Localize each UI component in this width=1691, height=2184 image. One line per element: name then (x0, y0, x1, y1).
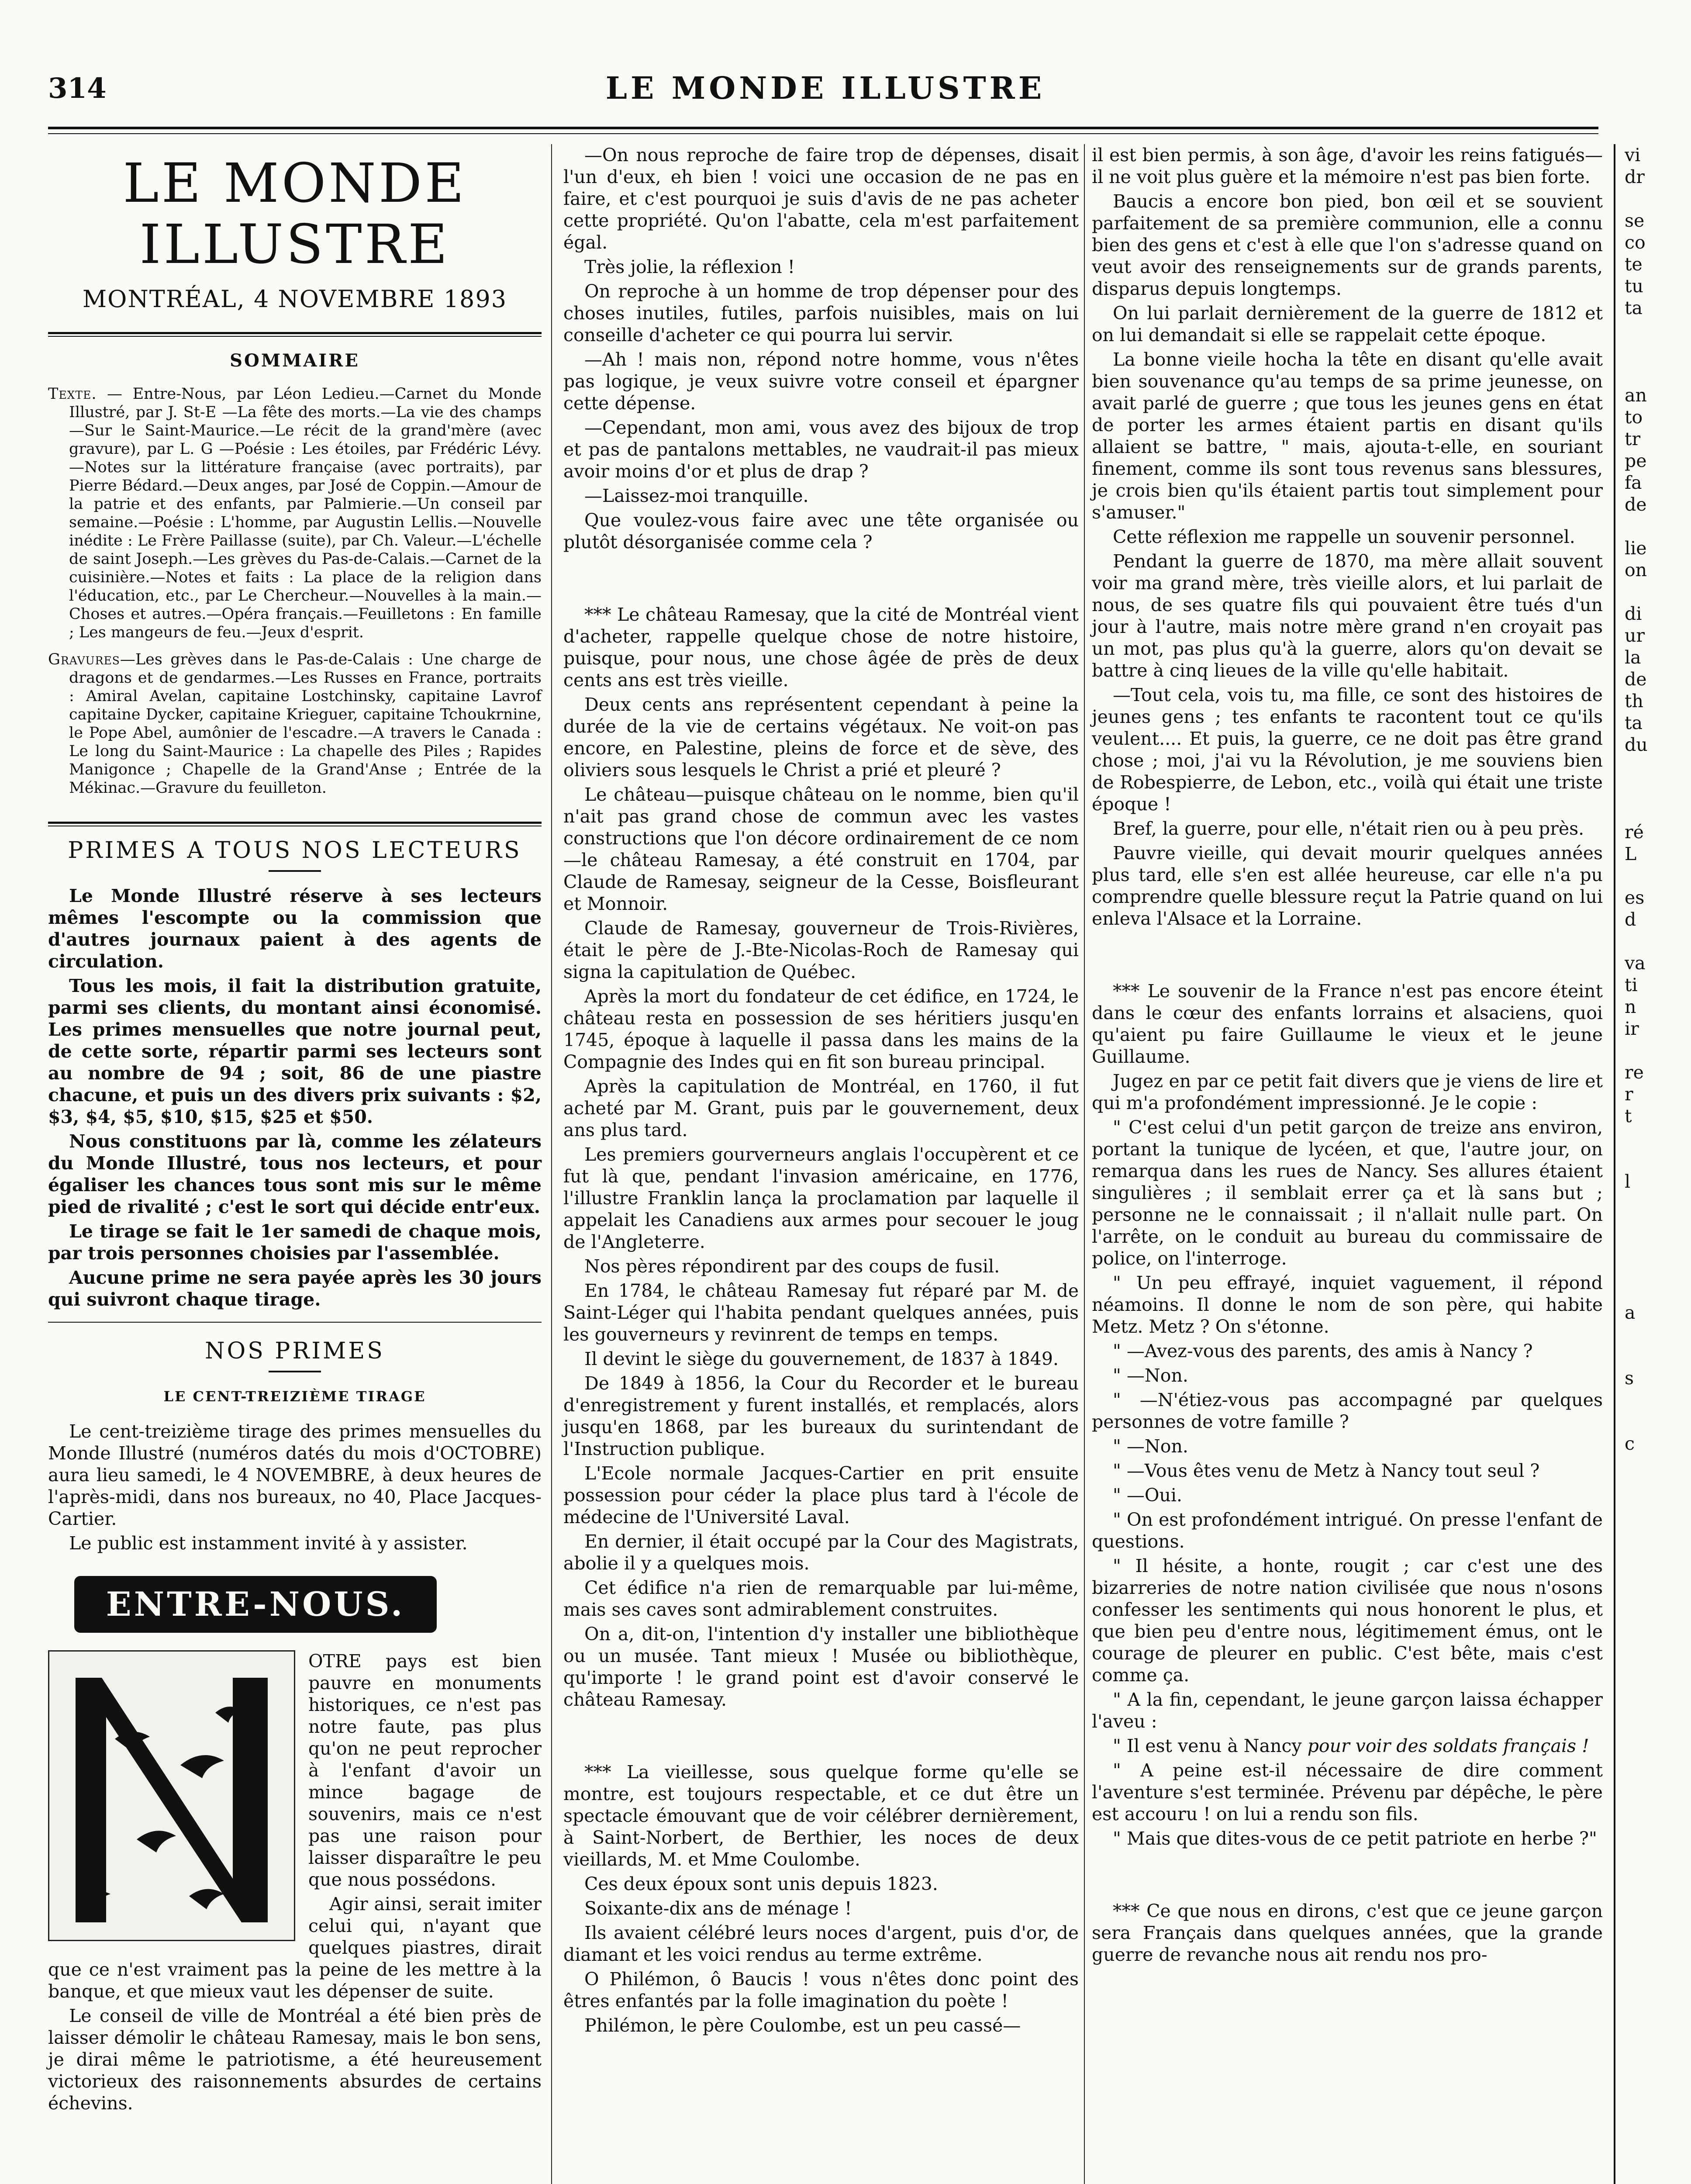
sommaire-title: SOMMAIRE (230, 350, 360, 371)
cropped-line-fragment: di (1625, 603, 1642, 624)
cropped-line-fragment: th (1625, 691, 1643, 712)
paragraph: " On est profondément intrigué. On presse l'enfant de questions. (1092, 1509, 1603, 1552)
paragraph: " Un peu effrayé, inquiet vaguement, il répond néamoins. Il donne le nom de son père, qui habite Metz. Metz ? On s'étonne. (1092, 1272, 1603, 1337)
column-rule (1084, 144, 1085, 2184)
header-rule (48, 127, 1598, 129)
cropped-line-fragment: re (1625, 1062, 1644, 1083)
texte-label: Texte. (48, 385, 97, 403)
paragraph: " A la fin, cependant, le jeune garçon laissa échapper l'aveu : (1092, 1689, 1603, 1732)
paragraph-conclusion: *** Ce que nous en dirons, c'est que ce jeune garçon sera Français dans quelques années, que la grande guerre de revanche nous ait rendu nos pro- (1092, 1901, 1603, 1965)
italic-run: pour voir des soldats français ! (1307, 1735, 1589, 1756)
entre-nous-banner: ENTRE-NOUS. (74, 1576, 437, 1633)
paragraph: Ces deux époux sont unis depuis 1823. (584, 1873, 938, 1894)
gravures-label: Gravures (48, 651, 120, 668)
paragraph: " —N'étiez-vous pas accompagné par quelques personnes de votre famille ? (1092, 1389, 1603, 1432)
cropped-line-fragment: lie (1625, 538, 1647, 559)
cropped-line-fragment: r (1625, 1084, 1633, 1105)
cropped-line-fragment: du (1625, 734, 1648, 755)
paragraph (1092, 1735, 1603, 1757)
column-rule (551, 144, 552, 2184)
cropped-line-fragment (1625, 581, 1691, 603)
paragraph: " —Vous êtes venu de Metz à Nancy tout seul ? (1113, 1460, 1540, 1481)
entre-nous-paragraph: OTRE pays est bien pauvre en monuments historiques, ce n'est pas notre faute, pas plus qu'on ne peut reprocher à l'enfant d'avoir un mince bagage de souvenirs, mais ce n'est pas une raison pour laisser disparaître le peu que nous possédons. (308, 1651, 542, 1890)
paragraph: il est bien permis, à son âge, d'avoir les reins fatigués—il ne voit plus guère et la mémoire n'est pas bien forte. (1092, 145, 1603, 187)
cropped-line-fragment: c (1625, 1433, 1635, 1454)
cropped-line-fragment (1625, 799, 1691, 821)
cropped-line-fragment: ré (1625, 822, 1644, 843)
dropcap-n-illustration (48, 1650, 295, 1941)
cropped-line-fragment: to (1625, 407, 1643, 428)
paragraph: —Ah ! mais non, répond notre homme, vous n'êtes pas logique, je veux suivre votre conseil et épargner cette dépense. (563, 349, 1079, 414)
paragraph: " Il hésite, a honte, rougit ; car c'est une des bizarreries de notre nation civilisée que nous n'osons confesser les sentiments qui nous honorent le plus, et que bien peu d'entre nous, légitimement émus, ont le courage de pleurer en public. C'est bête, mais c'est comme ça. (1092, 1555, 1603, 1686)
cropped-line-fragment (1625, 1345, 1691, 1367)
paragraph: On a, dit-on, l'intention d'y installer une bibliothèque ou un musée. Tant mieux ! Musée ou bibliothèque, qu'importe ! le grand point est d'avoir conservé le château Ramesay. (563, 1624, 1079, 1710)
primes-title: PRIMES A TOUS NOS LECTEURS (68, 837, 522, 864)
cropped-line-fragment (1625, 1127, 1691, 1149)
cropped-line-fragment (1625, 1324, 1691, 1345)
paragraph: On reproche à un homme de trop dépenser pour des choses inutiles, futiles, parfois nuisibles, mais on lui conseille d'acheter ce qui pourra lui servir. (563, 281, 1079, 346)
cropped-line-fragment: n (1625, 996, 1636, 1017)
divider (48, 1322, 542, 1323)
short-rule (269, 870, 321, 872)
cropped-line-fragment: on (1625, 560, 1647, 581)
cropped-line-fragment: an (1625, 385, 1647, 406)
paragraph: —Tout cela, vois tu, ma fille, ce sont des histoires de jeunes gens ; tes enfants te racontent tout ce qu'ils veulent.... Et puis, la guerre, ce ne doit pas être grand chose ; moi, j'ai vu la Révolution, je me souviens bien de Robespierre, de Lebon, etc., voilà qui était une triste époque ! (1092, 684, 1603, 815)
column-1 (48, 144, 542, 2117)
paragraph: O Philémon, ô Baucis ! vous n'êtes donc point des êtres enfantés par la folle imagination du poète ! (563, 1969, 1079, 2011)
paragraph: " —Oui. (1113, 1485, 1183, 1506)
paragraph: " —Non. (1113, 1365, 1188, 1386)
cropped-line-fragment (1625, 363, 1691, 384)
paragraph: " A peine est-il nécessaire de dire comment l'aventure s'est terminée. Prévenu par dépêche, le père est accouru ! on lui a rendu son fils. (1092, 1760, 1603, 1825)
cropped-line-fragment (1625, 515, 1691, 537)
header-rule-thin (48, 133, 1598, 134)
paragraph: De 1849 à 1856, la Cour du Recorder et le bureau d'enregistrement y furent installés, et remplacés, alors jusqu'en 1868, par les bureaux du surintendant de l'Instruction publique. (563, 1373, 1079, 1459)
cropped-line-fragment (1625, 778, 1691, 799)
cropped-line-fragment (1625, 341, 1691, 363)
paragraph: Pendant la guerre de 1870, ma mère allait souvent voir ma grand mère, très vieille alors, et lui parlait de nous, de ses quatre fils qui pouvaient être tués d'un jour à l'autre, mais notre mère grand n'en croyait pas un mot, pas plus qu'à la guerre, alors qu'on devait se battre à cinq lieues de la ville qu'elle habitait. (1092, 551, 1603, 681)
cropped-line-fragment: t (1625, 1106, 1632, 1127)
cropped-line-fragment (1625, 1040, 1691, 1061)
paragraph: La bonne vieile hocha la tête en disant qu'elle avait bien souvenance qu'au temps de sa prime jeunesse, on avait parlé de guerre ; que tous les jeunes gens en état de porter les armes étaient partis en disant qu'ils allaient se battre, " mais, ajouta-t-elle, en souriant finement, comme ils sont tous revenus sans blessures, je crois bien qu'ils étaient partis tout simplement pour s'amuser." (1092, 349, 1603, 523)
paragraph: Le château—puisque château on le nomme, bien qu'il n'ait pas grand chose de commun avec les vastes constructions que l'on décore ordinairement de ce nom—le château Ramesay, a été construit en 1704, par Claude de Ramesay, seigneur de la Cesse, Boisfleurant et Monnoir. (563, 784, 1079, 914)
cropped-line-fragment: dr (1625, 166, 1645, 187)
cropped-line-fragment: tr (1625, 429, 1641, 449)
cropped-line-fragment (1625, 1258, 1691, 1280)
cropped-line-fragment (1625, 1192, 1691, 1214)
divider (48, 332, 542, 334)
cropped-line-fragment: se (1625, 210, 1645, 231)
cropped-line-fragment: de (1625, 669, 1647, 690)
paragraph: Les premiers gourverneurs anglais l'occupèrent et ce fut là que, pendant l'invasion américaine, en 1776, l'illustre Franklin lança la proclamation par laquelle il appelait les Canadiens aux armes pour secouer le joug de l'Angleterre. (563, 1144, 1079, 1252)
cropped-line-fragment (1625, 1389, 1691, 1411)
paragraph: Après la capitulation de Montréal, en 1760, il fut acheté par M. Grant, puis par le gouvernement, deux ans plus tard. (563, 1076, 1079, 1140)
page-number: 314 (48, 72, 107, 105)
paragraph: Après la mort du fondateur de cet édifice, en 1724, le château resta en possession de ses héritiers jusqu'en 1745, époque à laquelle il passa dans les mains de la Compagnie des Indes qui en fit son bureau principal. (563, 986, 1079, 1072)
column-4-cropped (1625, 144, 1691, 1455)
journal-title-header: LE MONDE ILLUSTRE (605, 70, 1046, 106)
cropped-line-fragment (1625, 756, 1691, 778)
paragraph-souvenir-start: *** Le souvenir de la France n'est pas encore éteint dans le cœur des enfants lorrains et alsaciens, quoi qu'aient pu faire Guillaume le vieux et le jeune Guillaume. (1092, 981, 1603, 1067)
paragraph: Cette réflexion me rappelle un souvenir personnel. (1113, 526, 1575, 547)
cropped-line-fragment: ir (1625, 1018, 1639, 1039)
paragraph-ramesay-start: *** Le château Ramesay, que la cité de Montréal vient d'acheter, rappelle quelque chose de notre histoire, puisque, pour nous, une chose âgée de près de deux cents ans est très vieille. (563, 604, 1079, 691)
short-rule (269, 1371, 321, 1372)
paragraph: En 1784, le château Ramesay fut réparé par M. de Saint-Léger qui l'habita pendant quelques années, puis les gouverneurs y revinrent de temps en temps. (563, 1280, 1079, 1345)
paragraph: Claude de Ramesay, gouverneur de Trois-Rivières, était le père de J.-Bte-Nicolas-Roch de Ramesay qui signa la capitulation de Québec. (563, 918, 1079, 982)
paragraph: " —Non. (1113, 1436, 1188, 1457)
paragraph-vieillesse-start: *** La vieillesse, sous quelque forme qu'elle se montre, est toujours respectable, et ce dut être un spectacle émouvant que de voir célébrer dernièrement, à Saint-Norbert, de Berthier, les noces de deux vieillards, M. et Mme Coulombe. (563, 1762, 1079, 1870)
paragraph: Très jolie, la réflexion ! (584, 256, 795, 277)
texte-body: — Entre-Nous, par Léon Ledieu.—Carnet du Monde Illustré, par J. St-E —La fête des morts.—La vie des champs —Sur le Saint-Maurice.—Le récit de la grand'mère (avec gravure), par L. G —Poésie : Les étoiles, par Frédéric Lévy.—Notes sur la littérature française (avec portraits), par Pierre Bédard.—Deux anges, par José de Coppin.—Amour de la patrie et des enfants, par Palmierie.—Un conseil par semaine.—Poésie : L'homme, par Augustin Lellis.—Nouvelle inédite : Le Frère Paillasse (suite), par Ch. Valeur.—L'échelle de saint Joseph.—Les grèves du Pas-de-Calais.—Carnet de la cuisinière.—Notes et faits : La place de la religion dans l'éducation, etc., par Le Chercheur.—Nouvelles à la main.—Choses et autres.—Opéra français.—Feuilletons : En famille ; Les mangeurs de feu.—Jeux d'esprit. (69, 385, 542, 641)
primes-paragraph: Le tirage se fait le 1er samedi de chaque mois, par trois personnes choisies par l'assemblée. (48, 1221, 542, 1264)
cropped-line-fragment: la (1625, 647, 1641, 668)
cropped-line-fragment (1625, 1236, 1691, 1258)
cropped-line-fragment: l (1625, 1171, 1631, 1192)
paragraph: On lui parlait dernièrement de la guerre de 1812 et on lui demandait si elle se rappelait cette époque. (1092, 303, 1603, 346)
cropped-line-fragment: ti (1625, 975, 1638, 995)
tirage-title: LE CENT-TREIZIÈME TIRAGE (163, 1388, 426, 1405)
paragraph: " Mais que dites-vous de ce petit patriote en herbe ?" (1113, 1828, 1597, 1849)
divider (48, 822, 542, 824)
paragraph: Pauvre vieille, qui devait mourir quelques années plus tard, elle s'en est allée heureuse, car elle n'a pu comprendre quelle blessure reçut la Patrie quand on lui enleva l'Alsace et la Lorraine. (1092, 843, 1603, 929)
tirage-paragraph: Le public est instamment invité à y assister. (69, 1533, 468, 1554)
paragraph: " —Avez-vous des parents, des amis à Nancy ? (1113, 1341, 1533, 1362)
paragraph: Soixante-dix ans de ménage ! (584, 1898, 852, 1919)
paragraph: Il devint le siège du gouvernement, de 1837 à 1849. (584, 1348, 1059, 1369)
cropped-line-fragment (1625, 930, 1691, 952)
cropped-line-fragment: pe (1625, 450, 1647, 471)
swallows-icon (49, 1652, 294, 1940)
entre-nous-paragraph: Agir ainsi, serait imiter celui qui, n'ayant que quelques piastres, dirait que ce n'est vraiment pas la peine de les mettre à la banque, et que mieux vaut les dépenser de suite. (48, 1894, 542, 2002)
cropped-line-fragment: fa (1625, 472, 1642, 493)
cropped-line-fragment: te (1625, 254, 1643, 275)
cropped-line-fragment: tu (1625, 276, 1643, 297)
sommaire-gravures (48, 650, 542, 797)
cropped-line-fragment: L (1625, 843, 1637, 864)
sommaire-texte (48, 385, 542, 642)
paragraph: Jugez en par ce petit fait divers que je viens de lire et qui m'a profondément impressionné. Je le copie : (1092, 1071, 1603, 1113)
divider (48, 336, 542, 337)
primes-paragraph: Nous constituons par là, comme les zélateurs du Monde Illustré, tous nos lecteurs, et pour égaliser les chances tous sont mis sur le même pied de rivalité ; c'est le sort qui décide entr'eux. (48, 1131, 542, 1217)
page-gutter-rule (1614, 144, 1615, 2184)
entre-nous-paragraph: Le conseil de ville de Montréal a été bien près de laisser démolir le château Ramesay, mais le bon sens, je dirai même le patriotisme, a été heureusement victorieux des raisonnements absurdes de certains échevins. (48, 2005, 542, 2114)
masthead-title: LE MONDE ILLUSTRE (123, 152, 467, 276)
cropped-line-fragment: ta (1625, 712, 1643, 733)
cropped-line-fragment: va (1625, 953, 1646, 974)
paragraph: —Laissez-moi tranquille. (584, 485, 809, 506)
tirage-paragraph: Le cent-treizième tirage des primes mensuelles du Monde Illustré (numéros datés du mois d'OCTOBRE) aura lieu samedi, le 4 NOVEMBRE, à deux heures de l'après-midi, dans nos bureaux, no 40, Place Jacques-Cartier. (48, 1421, 542, 1529)
column-3 (1092, 144, 1603, 1968)
paragraph: En dernier, il était occupé par la Cour des Magistrats, abolie il y a quelques mois. (563, 1531, 1079, 1574)
cropped-line-fragment: ta (1625, 297, 1643, 318)
primes-paragraph: Aucune prime ne sera payée après les 30 jours qui suivront chaque tirage. (48, 1267, 542, 1310)
primes-paragraph: Tous les mois, il fait la distribution gratuite, parmi ses clients, du montant ainsi économisé. Les primes mensuelles que notre journal peut, de cette sorte, répartir parmi ses lecteurs sont au nombre de 94 ; soit, 86 de une piastre chacune, et puis un des divers prix suivants : $2, $3, $4, $5, $10, $15, $25 et $50. (48, 975, 542, 1127)
nos-primes-title: NOS PRIMES (205, 1338, 385, 1364)
running-head (48, 66, 1603, 114)
paragraph: Philémon, le père Coulombe, est un peu cassé— (584, 2015, 1021, 2036)
paragraph: Ils avaient célébré leurs noces d'argent, puis d'or, de diamant et les voici rendus au terme extrême. (563, 1922, 1079, 1965)
entre-nous-article (48, 1650, 542, 2114)
paragraph: " C'est celui d'un petit garçon de treize ans environ, portant la tunique de lycéen, et que, l'autre jour, on remarqua dans les rues de Nancy. Ses allures étaient singulières ; il semblait errer ça et là sans but ; personne ne le connaissait ; il n'allait nulle part. On l'arrête, on le conduit au bureau du commissaire de police, on l'interroge. (1092, 1117, 1603, 1269)
cropped-line-fragment (1625, 1280, 1691, 1302)
cropped-line-fragment: d (1625, 909, 1636, 930)
cropped-line-fragment: vi (1625, 145, 1641, 166)
cropped-line-fragment: de (1625, 494, 1647, 515)
cropped-line-fragment (1625, 1214, 1691, 1236)
paragraph: —Cependant, mon ami, vous avez des bijoux de trop et pas de pantalons mettables, ne vaudrait-il pas mieux avoir moins d'or et plus de drap ? (563, 417, 1079, 482)
paragraph: Bref, la guerre, pour elle, n'était rien ou à peu près. (1113, 818, 1584, 839)
cropped-line-fragment: s (1625, 1368, 1634, 1389)
paragraph: Baucis a encore bon pied, bon œil et se souvient parfaitement de sa première communion, elle a connu bien des gens et c'est à elle que l'on s'adresse quand on veut avoir des renseignements sur de grands parents, disparus depuis longtemps. (1092, 191, 1603, 299)
cropped-line-fragment: a (1625, 1302, 1636, 1323)
primes-paragraph: Le Monde Illustré réserve à ses lecteurs mêmes l'escompte ou la commission que d'autres journaux paient à des agents de circulation. (48, 885, 542, 972)
paragraph: Cet édifice n'a rien de remarquable par lui-même, mais ses caves sont admirablement construites. (563, 1577, 1079, 1620)
paragraph: Que voulez-vous faire avec une tête organisée ou plutôt désorganisée comme cela ? (563, 510, 1079, 553)
text-run: " Il est venu à Nancy (1113, 1735, 1308, 1756)
masthead-date: MONTRÉAL, 4 NOVEMBRE 1893 (82, 285, 507, 313)
cropped-line-fragment (1625, 865, 1691, 887)
cropped-line-fragment: es (1625, 887, 1645, 908)
cropped-line-fragment (1625, 188, 1691, 210)
cropped-line-fragment: co (1625, 232, 1646, 253)
column-2 (563, 144, 1079, 2039)
paragraph: Deux cents ans représentent cependant à peine la durée de la vie de certains végétaux. Ne voit-on pas encore, en Palestine, pleins de force et de sève, des oliviers sous lesquels le Christ a prié et pleuré ? (563, 694, 1079, 781)
cropped-line-fragment: ur (1625, 625, 1645, 646)
gravures-body: —Les grèves dans le Pas-de-Calais : Une charge de dragons et de gendarmes.—Les Russes en France, portraits : Amiral Avelan, capitaine Lostchinsky, capitaine Lavrof capitaine Dycker, capitaine Krieguer, capitaine Tchoukrnine, le Pope Abel, aumônier de l'escadre.—A travers le Canada : Le long du Saint-Maurice : La chapelle des Piles ; Rapides Manigonce ; Chapelle de la Grand'Anse ; Entrée de la Mékinac.—Gravure du feuilleton. (69, 651, 542, 797)
cropped-line-fragment (1625, 319, 1691, 341)
paragraph: L'Ecole normale Jacques-Cartier en prit ensuite possession pour céder la place plus tard à l'école de médecine de l'Université Laval. (563, 1463, 1079, 1527)
cropped-line-fragment (1625, 1411, 1691, 1433)
paragraph: Nos pères répondirent par des coups de fusil. (584, 1256, 1000, 1277)
paragraph: —On nous reproche de faire trop de dépenses, disait l'un d'eux, eh bien ! voici une occasion de ne pas en faire, et c'est pourquoi je suis d'avis de ne pas acheter cette propriété. Qu'on l'abatte, cela m'est parfaitement égal. (563, 145, 1079, 253)
cropped-line-fragment (1625, 1149, 1691, 1171)
